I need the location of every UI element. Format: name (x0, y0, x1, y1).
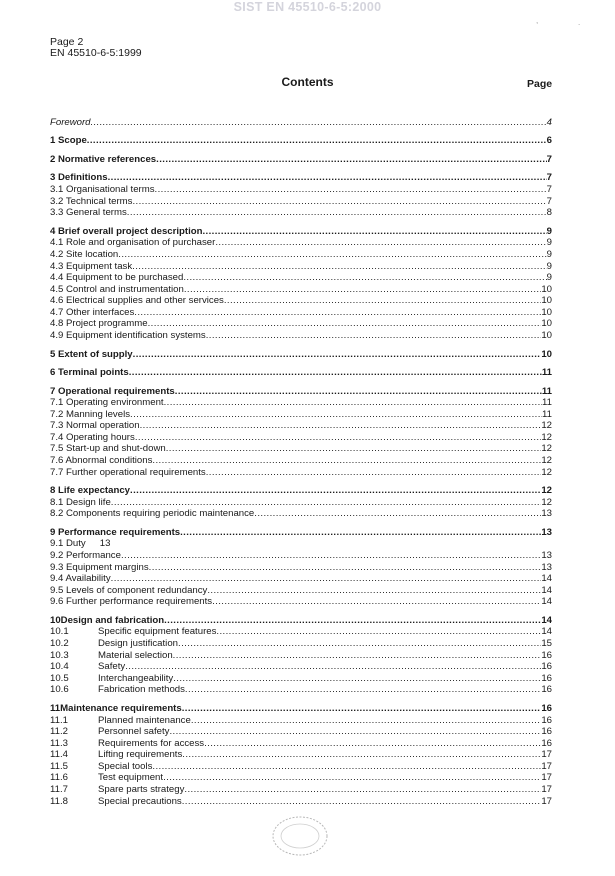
toc-entry[interactable]: 10.4 Safety ..... 16 (50, 661, 552, 673)
toc-entry[interactable]: 7.4 Operating hours ..... 12 (50, 432, 552, 444)
toc-entry[interactable]: 3.2 Technical terms ..... 7 (50, 196, 552, 208)
toc-entry[interactable]: 11.2 Personnel safety ..... 16 (50, 726, 552, 738)
toc-entry[interactable]: 4.3 Equipment task ..... 9 (50, 261, 552, 273)
toc-entry[interactable]: 10 Design and fabrication ..... 14 (50, 615, 552, 627)
faded-seal-stamp (270, 812, 330, 856)
watermark: SIST EN 45510-6-5:2000 (233, 0, 382, 14)
toc-entry[interactable]: 4.8 Project programme ..... 10 (50, 318, 552, 330)
toc-entry[interactable]: 9.1 Duty 13 (50, 538, 111, 550)
toc-entry[interactable]: 10.2 Design justification ..... 15 (50, 638, 552, 650)
toc-entry[interactable]: 9.5 Levels of component redundancy ..... 14 (50, 585, 552, 597)
toc-entry[interactable]: 9 Performance requirements ..... 13 (50, 527, 552, 539)
toc-entry[interactable]: 2 Normative references ..... 7 (50, 154, 552, 166)
toc-entry[interactable]: 3.3 General terms ..... 8 (50, 207, 552, 219)
toc-entry[interactable]: 4.2 Site location ..... 9 (50, 249, 552, 261)
toc-entry[interactable]: 9.6 Further performance requirements ..... 14 (50, 596, 552, 608)
toc-entry[interactable]: 10.3 Material selection ..... 16 (50, 650, 552, 662)
scan-speck: , (536, 16, 539, 25)
toc-entry[interactable]: 11.8 Special precautions ..... 17 (50, 796, 552, 808)
toc-entry[interactable]: 11.7 Spare parts strategy ..... 17 (50, 784, 552, 796)
toc-entry[interactable]: 4.9 Equipment identification systems ..... 10 (50, 330, 552, 342)
toc-entry[interactable]: 10.5 Interchangeability ..... 16 (50, 673, 552, 685)
toc-entry[interactable]: 8.1 Design life ..... 12 (50, 497, 552, 509)
toc-entry[interactable]: 4.4 Equipment to be purchased ..... 9 (50, 272, 552, 284)
toc-entry[interactable]: 4.5 Control and instrumentation ..... 10 (50, 284, 552, 296)
toc-entry[interactable]: 11.6 Test equipment ..... 17 (50, 772, 552, 784)
page-header (50, 37, 142, 59)
toc-entry[interactable]: 11.3 Requirements for access ..... 16 (50, 738, 552, 750)
toc-entry[interactable]: 7.1 Operating environment ..... 11 (50, 397, 552, 409)
toc-entry[interactable]: 9.2 Performance ..... 13 (50, 550, 552, 562)
toc-entry[interactable]: 6 Terminal points ..... 11 (50, 367, 552, 379)
toc-entry[interactable]: 7.7 Further operational requirements ..... 12 (50, 467, 552, 479)
toc-entry[interactable]: 4.6 Electrical supplies and other services ..... 10 (50, 295, 552, 307)
toc-entry[interactable]: 10.6 Fabrication methods ..... 16 (50, 684, 552, 696)
toc-entry[interactable]: 7.2 Manning levels ..... 11 (50, 409, 552, 421)
toc-entry[interactable]: 8.2 Components requiring periodic maintenance ..... 13 (50, 508, 552, 520)
toc-entry[interactable]: Foreword ..... 4 (50, 117, 552, 129)
toc-entry[interactable]: 7.5 Start-up and shut-down ..... 12 (50, 443, 552, 455)
toc-entry[interactable]: 7.3 Normal operation ..... 12 (50, 420, 552, 432)
table-of-contents (50, 117, 552, 807)
toc-entry[interactable]: 4.7 Other interfaces ..... 10 (50, 307, 552, 319)
document-id: EN 45510-6-5:1999 (50, 47, 142, 59)
toc-entry[interactable]: 4.1 Role and organisation of purchaser ..... 9 (50, 237, 552, 249)
toc-entry[interactable]: 9.3 Equipment margins ..... 13 (50, 562, 552, 574)
toc-entry[interactable]: 11.1 Planned maintenance ..... 16 (50, 715, 552, 727)
toc-entry[interactable]: 9.4 Availability ..... 14 (50, 573, 552, 585)
toc-entry[interactable]: 3.1 Organisational terms ..... 7 (50, 184, 552, 196)
page-title: Contents (281, 75, 334, 89)
toc-entry[interactable]: 7 Operational requirements ..... 11 (50, 386, 552, 398)
toc-entry[interactable]: 7.6 Abnormal conditions ..... 12 (50, 455, 552, 467)
toc-entry[interactable]: 8 Life expectancy ..... 12 (50, 485, 552, 497)
page-number: Page 2 (50, 36, 84, 48)
toc-entry[interactable]: 11.4 Lifting requirements ..... 17 (50, 749, 552, 761)
toc-entry[interactable]: 11 Maintenance requirements ..... 16 (50, 703, 552, 715)
toc-entry[interactable]: 4 Brief overall project description ..... 9 (50, 226, 552, 238)
page-column-label: Page (527, 78, 553, 90)
toc-entry[interactable]: 1 Scope ..... 6 (50, 135, 552, 147)
scan-speck: . (578, 18, 581, 27)
toc-entry[interactable]: 11.5 Special tools ..... 17 (50, 761, 552, 773)
toc-entry[interactable]: 5 Extent of supply ..... 10 (50, 349, 552, 361)
toc-entry[interactable]: 3 Definitions ..... 7 (50, 172, 552, 184)
toc-entry[interactable]: 10.1 Specific equipment features ..... 14 (50, 626, 552, 638)
